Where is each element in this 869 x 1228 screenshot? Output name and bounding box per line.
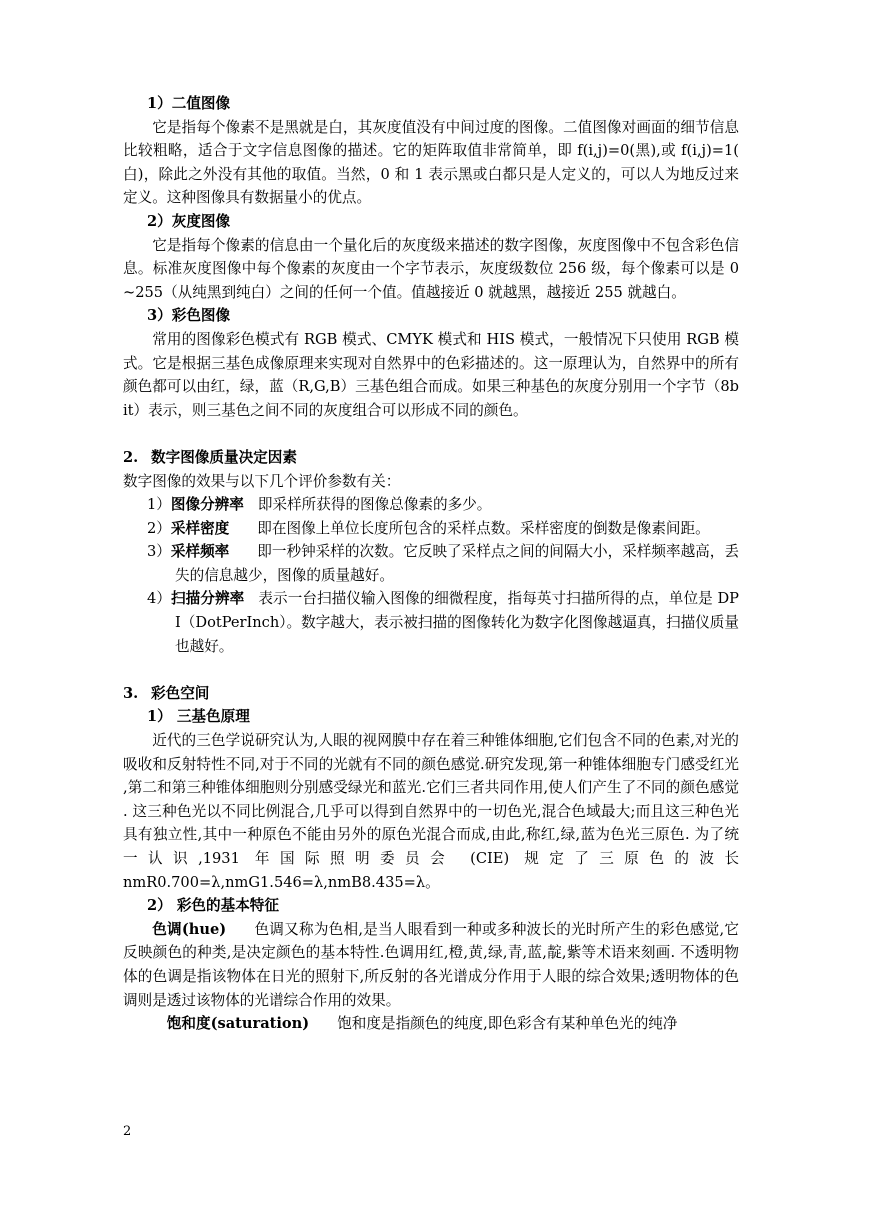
section-number: 2. <box>123 448 139 466</box>
section-title: 彩色空间 <box>151 684 210 702</box>
paragraph-hue <box>123 918 739 1012</box>
subheading-trichromatic: 1） 三基色原理 <box>147 708 250 726</box>
subheading-color-image: 3）彩色图像 <box>147 307 231 325</box>
item-number: 1） <box>147 496 171 514</box>
item-desc: 即采样所获得的图像总像素的多少。 <box>257 496 492 514</box>
subheading-grayscale-image: 2）灰度图像 <box>147 212 231 230</box>
item-number: 3） <box>147 543 171 561</box>
paragraph-wavelengths: nmR0.700=λ,nmG1.546=λ,nmB8.435=λ。 <box>123 873 440 891</box>
paragraph-quality-intro: 数字图像的效果与以下几个评价参数有关： <box>123 472 401 490</box>
subheading-color-features: 2） 彩色的基本特征 <box>147 897 279 915</box>
item-term: 图像分辨率 <box>170 496 244 514</box>
item-desc: 即一秒钟采样的次数。它反映了采样点之间的间隔大小，采样频率越高，丢失的信息越少，图像的质量越好。 <box>175 543 739 584</box>
paragraph-grayscale-image: 它是指每个像素的信息由一个量化后的灰度级来描述的数字图像，灰度图像中不包含彩色信息。标准灰度图像中每个像素的灰度由一个字节表示，灰度级数位 256 级，每个像素可以是 0~255（从纯黑到纯白）之间的任何一个值。值越接近 0 就越黑，越接近 255 就越白。 <box>123 236 739 301</box>
list-item-scan-resolution <box>123 587 739 658</box>
item-number: 2） <box>147 519 171 537</box>
section-number: 3. <box>123 684 139 702</box>
paragraph-color-image: 常用的图像彩色模式有 RGB 模式、CMYK 模式和 HIS 模式，一般情况下只使用 RGB 模式。它是根据三基色成像原理来实现对自然界中的色彩描述的。这一原理认为，自然界中的所有颜色都可以由红，绿，蓝（R,G,B）三基色组合而成。如果三种基色的灰度分别用一个字节（8bit）表示，则三基色之间不同的灰度组合可以形成不同的颜色。 <box>123 330 739 419</box>
blank-line <box>123 658 739 682</box>
item-desc: 表示一台扫描仪输入图像的细微程度，指每英寸扫描所得的点，单位是 DPI（DotPerInch）。数字越大，表示被扫描的图像转化为数字化图像越逼真，扫描仪质量也越好。 <box>175 590 739 655</box>
blank-line <box>123 422 739 446</box>
page-number: 2 <box>123 1124 132 1139</box>
paragraph-saturation <box>123 1012 739 1036</box>
paragraph-binary-image: 它是指每个像素不是黑就是白，其灰度值没有中间过度的图像。二值图像对画面的细节信息比较粗略，适合于文字信息图像的描述。它的矩阵取值非常简单，即 f(i,j)=0(黑),或 f(i,j)=1(白)，除此之外没有其他的取值。当然，0 和 1 表示黑或白都只是人定义的，可以人为地反过来定义。这种图像具有数据量小的优点。 <box>123 118 739 207</box>
section-heading-quality <box>123 446 739 470</box>
subheading-binary-image: 1）二值图像 <box>147 95 231 112</box>
item-term: 采样密度 <box>170 519 230 537</box>
list-item-resolution <box>123 493 739 517</box>
item-term: 采样频率 <box>170 543 230 561</box>
term-saturation: 饱和度(saturation) <box>166 1015 310 1033</box>
section-heading-color-space <box>123 682 739 706</box>
hue-description: 色调又称为色相,是当人眼看到一种或多种波长的光时所产生的彩色感觉,它反映颜色的种类,是决定颜色的基本特性.色调用红,橙,黄,绿,青,蓝,靛,紫等术语来刻画. 不透明物体的色调是指该物体在日光的照射下,所反射的各光谱成分作用于人眼的综合效果;透明物体的色调则是透过该物体的光谱综合作用的效果。 <box>123 920 739 1009</box>
section-title: 数字图像质量决定因素 <box>151 448 297 466</box>
item-desc: 即在图像上单位长度所包含的采样点数。采样密度的倒数是像素间距。 <box>257 519 710 537</box>
term-hue: 色调(hue) <box>152 920 227 938</box>
saturation-description: 饱和度是指颜色的纯度,即色彩含有某种单色光的纯净 <box>337 1015 678 1033</box>
list-item-sampling-frequency <box>123 540 739 587</box>
item-term: 扫描分辨率 <box>171 590 245 608</box>
document-page <box>123 92 739 1036</box>
list-item-sampling-density <box>123 517 739 541</box>
item-number: 4） <box>147 590 172 608</box>
paragraph-trichromatic: 近代的三色学说研究认为,人眼的视网膜中存在着三种锥体细胞,它们包含不同的色素,对光的吸收和反射特性不同,对于不同的光就有不同的颜色感觉.研究发现,第一种锥体细胞专门感受红光,第二和第三种锥体细胞则分别感受绿光和蓝光.它们三者共同作用,使人们产生了不同的颜色感觉. 这三种色光以不同比例混合,几乎可以得到自然界中的一切色光,混合色域最大;而且这三种色光具有独立性,其中一种原色不能由另外的原色光混合而成,由此,称红,绿,蓝为色光三原色. 为了统一认识,1931 年国际照明委员会 (CIE) 规定了三原色的波长 <box>123 732 739 867</box>
